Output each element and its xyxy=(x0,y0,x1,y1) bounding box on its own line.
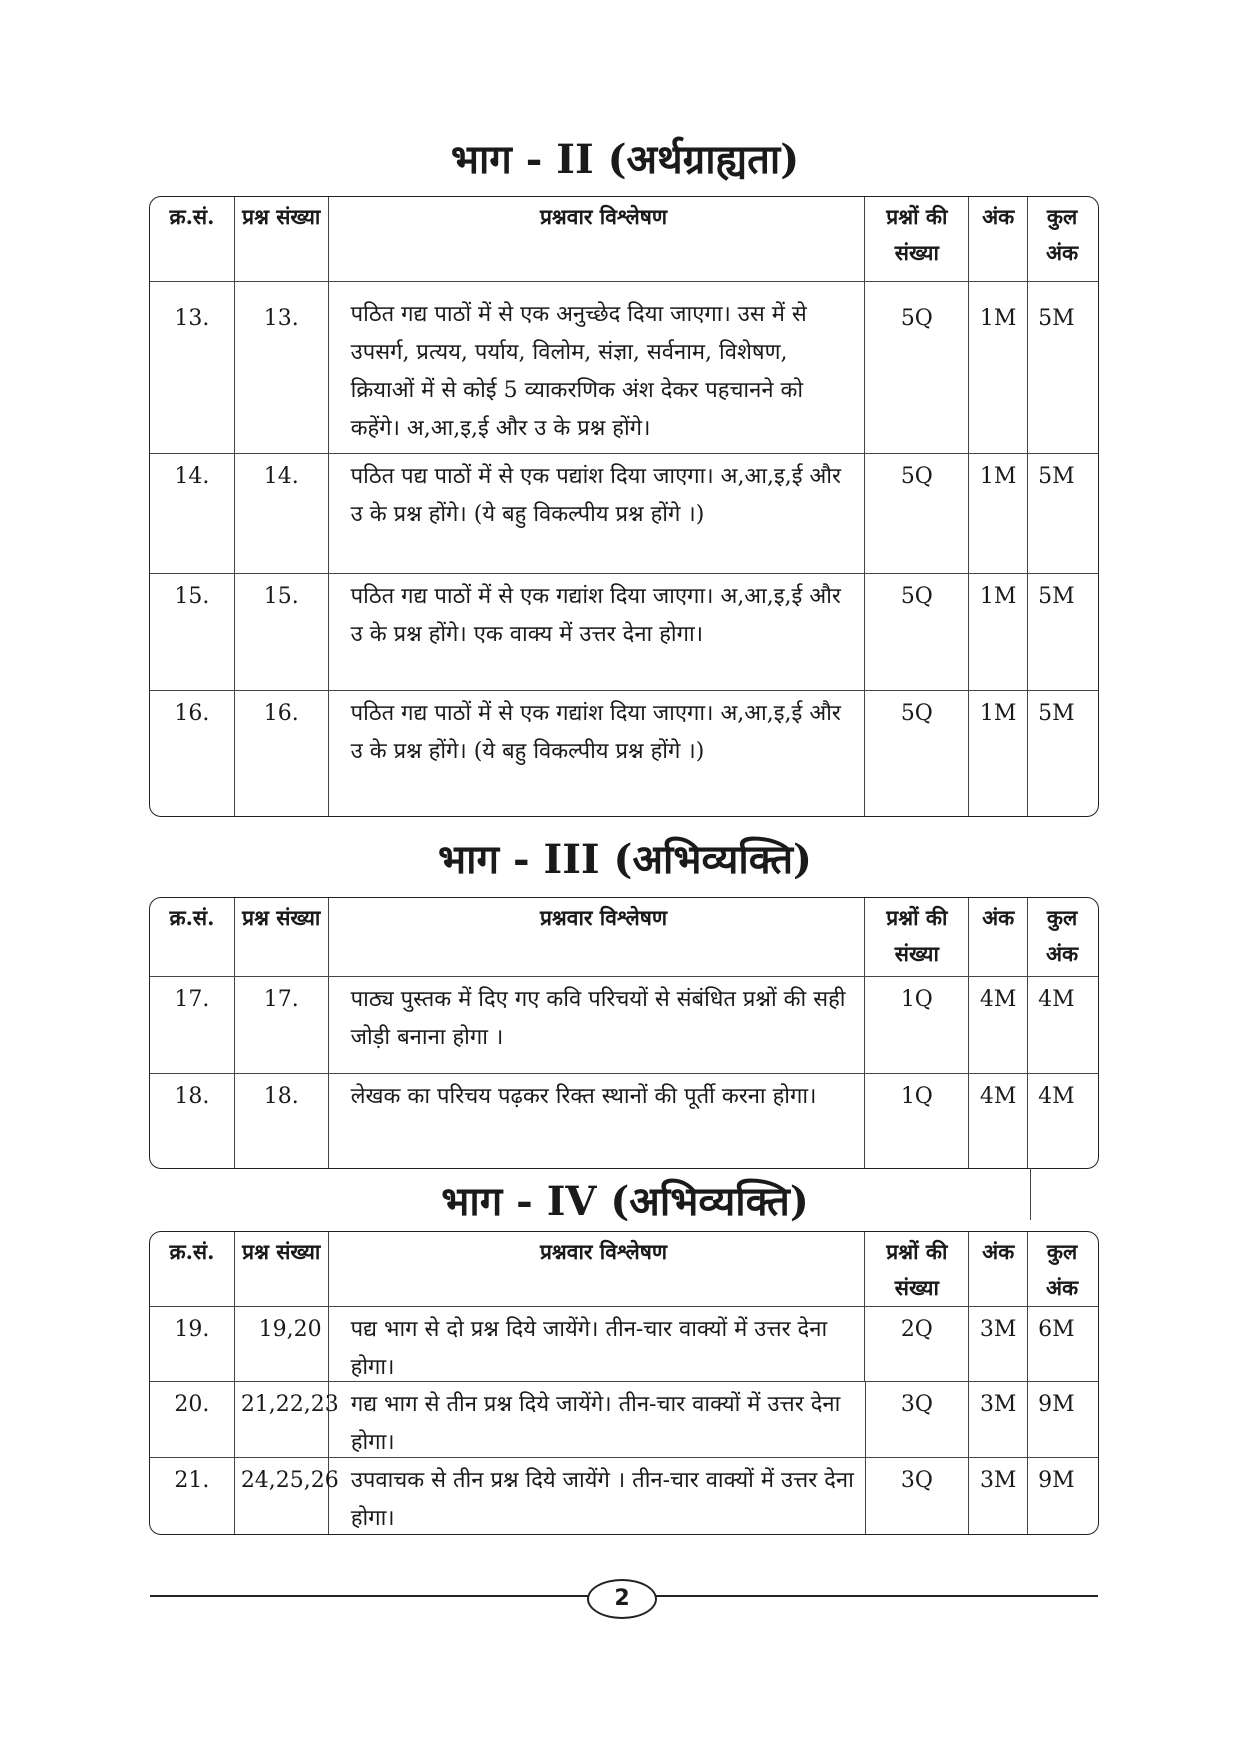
header-count: प्रश्नों की संख्या xyxy=(865,1232,969,1306)
cell-qnum: 19,20 xyxy=(235,1307,329,1381)
cell-count: 1Q xyxy=(865,1074,969,1168)
cell-count: 3Q xyxy=(866,1458,970,1534)
table-row xyxy=(150,1307,1098,1382)
header-marks: अंक xyxy=(969,1232,1028,1306)
cell-qnum: 13. xyxy=(235,282,329,453)
table-row xyxy=(150,282,1098,454)
cell-count: 5Q xyxy=(865,574,969,690)
cell-qnum: 18. xyxy=(235,1074,329,1168)
table-row xyxy=(150,574,1098,691)
cell-analysis: पठित पद्य पाठों में से एक पद्यांश दिया जाएगा। अ,आ,इ,ई और उ के प्रश्न होंगे। (ये बहु विकल्पीय प्रश्न होंगे ।) xyxy=(329,454,866,573)
cell-total: 9M xyxy=(1038,1468,1075,1493)
cell-sno: 18. xyxy=(150,1074,235,1168)
header-qnum: प्रश्न संख्या xyxy=(235,1232,329,1306)
table-row xyxy=(150,1382,1098,1458)
table-row xyxy=(150,691,1098,816)
cell-total: 9M xyxy=(1038,1392,1075,1417)
cell-marks: 4M xyxy=(969,1074,1028,1168)
cell-sno: 13. xyxy=(150,282,235,453)
cell-sno: 16. xyxy=(150,691,235,816)
cell-total: 5M xyxy=(1038,701,1075,726)
cell-marks: 3M xyxy=(969,1382,1028,1457)
cell-total: 6M xyxy=(1038,1317,1075,1342)
table-row xyxy=(150,977,1098,1074)
table-header xyxy=(150,1232,1098,1307)
table-part-2 xyxy=(149,196,1099,817)
header-qnum: प्रश्न संख्या xyxy=(235,197,329,281)
header-marks: अंक xyxy=(969,197,1028,281)
header-analysis: प्रश्नवार विश्लेषण xyxy=(329,898,866,976)
cell-marks: 1M xyxy=(969,454,1028,573)
header-count: प्रश्नों की संख्या xyxy=(865,197,969,281)
header-count: प्रश्नों की संख्या xyxy=(865,898,969,976)
cell-marks: 3M xyxy=(969,1307,1028,1381)
header-sno: क्र.सं. xyxy=(150,197,235,281)
cell-total: 5M xyxy=(1038,464,1075,489)
header-analysis: प्रश्नवार विश्लेषण xyxy=(329,1232,866,1306)
header-marks: अंक xyxy=(969,898,1028,976)
table-header xyxy=(150,197,1098,282)
cell-count: 5Q xyxy=(865,282,969,453)
section-title-part-3: भाग - III (अभिव्यक्ति) xyxy=(438,836,812,883)
cell-marks: 1M xyxy=(969,282,1028,453)
cell-marks: 1M xyxy=(969,574,1028,690)
cell-sno: 17. xyxy=(150,977,235,1073)
table-part-4 xyxy=(149,1231,1099,1535)
cell-analysis: पठित गद्य पाठों में से एक गद्यांश दिया जाएगा। अ,आ,इ,ई और उ के प्रश्न होंगे। (ये बहु विकल्पीय प्रश्न होंगे ।) xyxy=(329,691,866,816)
table-row xyxy=(150,1458,1098,1534)
header-sno: क्र.सं. xyxy=(150,1232,235,1306)
header-total: कुल अंक xyxy=(1045,1239,1079,1300)
header-total: कुल अंक xyxy=(1045,204,1079,265)
cell-total: 4M xyxy=(1038,987,1075,1012)
cell-count: 2Q xyxy=(865,1307,969,1381)
cell-qnum: 21,22,23 xyxy=(235,1382,329,1457)
table-part-3 xyxy=(149,897,1099,1169)
section-title-part-2: भाग - II (अर्थग्राह्यता) xyxy=(450,136,800,183)
cell-count: 5Q xyxy=(865,454,969,573)
header-total: कुल अंक xyxy=(1045,905,1079,966)
cell-analysis: पठित गद्य पाठों में से एक अनुच्छेद दिया जाएगा। उस में से उपसर्ग, प्रत्यय, पर्याय, विलोम, संज्ञा, सर्वनाम, विशेषण, क्रियाओं में से कोई 5 व्याकरणिक अंश देकर पहचानने को कहेंगे। अ,आ,इ,ई और उ के प्रश्न होंगे। xyxy=(329,282,866,453)
cell-analysis: पाठ्य पुस्तक में दिए गए कवि परिचयों से संबंधित प्रश्नों की सही जोड़ी बनाना होगा । xyxy=(329,977,866,1073)
cell-sno: 21. xyxy=(150,1458,235,1534)
cell-sno: 14. xyxy=(150,454,235,573)
cell-analysis: पठित गद्य पाठों में से एक गद्यांश दिया जाएगा। अ,आ,इ,ई और उ के प्रश्न होंगे। एक वाक्य में उत्तर देना होगा। xyxy=(329,574,866,690)
section-title-part-4: भाग - IV (अभिव्यक्ति) xyxy=(441,1178,809,1225)
cell-qnum: 24,25,26 xyxy=(235,1458,329,1534)
table-row xyxy=(150,454,1098,574)
table-row xyxy=(150,1074,1098,1168)
cell-count: 5Q xyxy=(865,691,969,816)
cell-qnum: 16. xyxy=(235,691,329,816)
cell-marks: 1M xyxy=(969,691,1028,816)
cell-count: 3Q xyxy=(866,1382,970,1457)
cell-analysis: उपवाचक से तीन प्रश्न दिये जायेंगे । तीन-चार वाक्यों में उत्तर देना होगा। xyxy=(329,1458,866,1534)
cell-qnum: 14. xyxy=(235,454,329,573)
cell-marks: 4M xyxy=(969,977,1028,1073)
cell-count: 1Q xyxy=(865,977,969,1073)
cell-qnum: 15. xyxy=(235,574,329,690)
cell-total: 5M xyxy=(1038,306,1075,331)
cell-analysis: गद्य भाग से तीन प्रश्न दिये जायेंगे। तीन-चार वाक्यों में उत्तर देना होगा। xyxy=(329,1382,866,1457)
cell-sno: 15. xyxy=(150,574,235,690)
cell-marks: 3M xyxy=(969,1458,1028,1534)
table-header xyxy=(150,898,1098,977)
cell-sno: 20. xyxy=(150,1382,235,1457)
cell-total: 4M xyxy=(1038,1084,1075,1109)
header-qnum: प्रश्न संख्या xyxy=(235,898,329,976)
cell-sno: 19. xyxy=(150,1307,235,1381)
cell-analysis: पद्य भाग से दो प्रश्न दिये जायेंगे। तीन-चार वाक्यों में उत्तर देना होगा। xyxy=(329,1307,866,1381)
page-number: 2 xyxy=(587,1579,657,1619)
cell-analysis: लेखक का परिचय पढ़कर रिक्त स्थानों की पूर्ती करना होगा। xyxy=(329,1074,866,1168)
header-analysis: प्रश्नवार विश्लेषण xyxy=(329,197,866,281)
cell-total: 5M xyxy=(1038,584,1075,609)
header-sno: क्र.सं. xyxy=(150,898,235,976)
cell-qnum: 17. xyxy=(235,977,329,1073)
